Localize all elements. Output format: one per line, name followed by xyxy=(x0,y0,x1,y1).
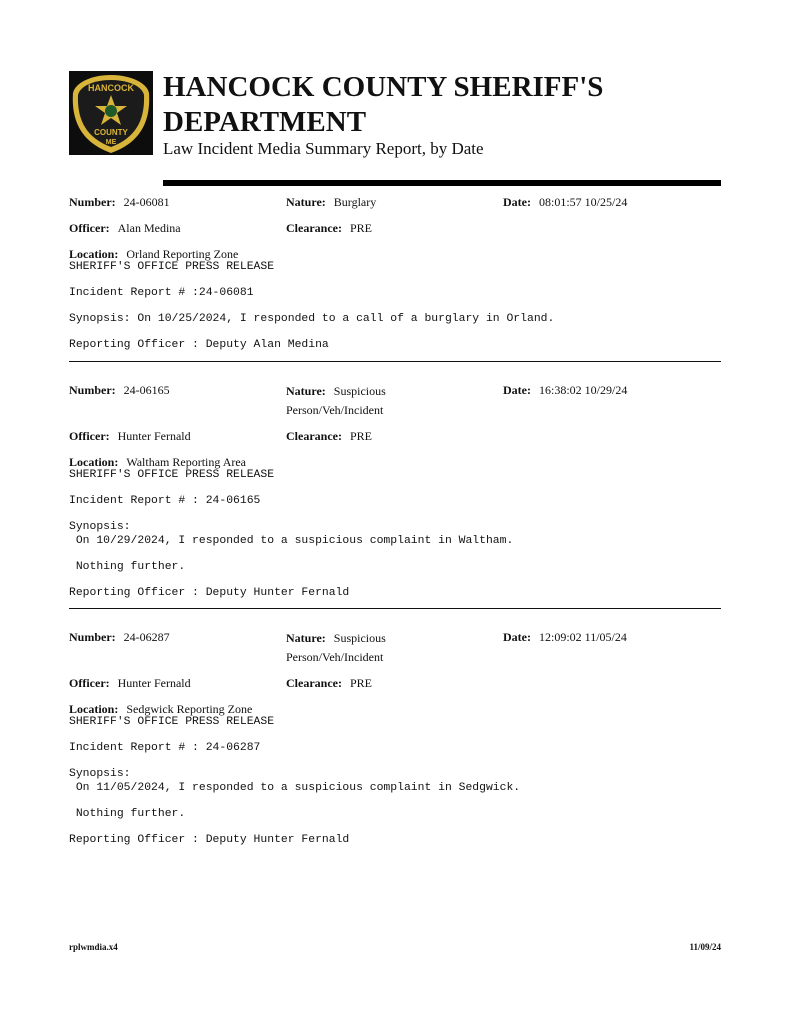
nothing-further-line: Nothing further. xyxy=(69,561,186,573)
press-release-line: SHERIFF'S OFFICE PRESS RELEASE xyxy=(69,261,275,273)
press-release-line: SHERIFF'S OFFICE PRESS RELEASE xyxy=(69,716,275,728)
officer-label: Officer: xyxy=(69,676,110,690)
location-label: Location: xyxy=(69,702,119,716)
synopsis-label: Synopsis: xyxy=(69,521,131,533)
incident-location: Orland Reporting Zone xyxy=(126,247,239,261)
incident-officer: Alan Medina xyxy=(117,221,181,235)
record-divider xyxy=(69,361,721,362)
header-divider xyxy=(163,180,721,186)
sheriff-badge-logo xyxy=(69,71,153,155)
clearance-label: Clearance: xyxy=(286,221,342,235)
reporting-officer-line: Reporting Officer : Deputy Alan Medina xyxy=(69,339,329,351)
incident-report-line: Incident Report # : 24-06165 xyxy=(69,495,261,507)
incident-record xyxy=(69,629,721,847)
incident-number: 24-06165 xyxy=(123,383,170,397)
reporting-officer-line: Reporting Officer : Deputy Hunter Fernald xyxy=(69,587,350,599)
incident-clearance: PRE xyxy=(349,676,372,690)
date-label: Date: xyxy=(503,630,531,644)
incident-number: 24-06287 xyxy=(123,630,170,644)
date-label: Date: xyxy=(503,195,531,209)
incident-nature: Suspicious Person/Veh/Incident xyxy=(286,384,386,417)
number-label: Number: xyxy=(69,383,116,397)
number-label: Number: xyxy=(69,630,116,644)
incident-officer: Hunter Fernald xyxy=(117,676,191,690)
incident-location: Sedgwick Reporting Zone xyxy=(126,702,253,716)
incident-record xyxy=(69,382,721,600)
officer-label: Officer: xyxy=(69,429,110,443)
nature-label: Nature: xyxy=(286,195,326,209)
clearance-label: Clearance: xyxy=(286,429,342,443)
officer-label: Officer: xyxy=(69,221,110,235)
location-label: Location: xyxy=(69,247,119,261)
press-release-line: SHERIFF'S OFFICE PRESS RELEASE xyxy=(69,469,275,481)
number-label: Number: xyxy=(69,195,116,209)
record-divider xyxy=(69,608,721,609)
synopsis-label: Synopsis: xyxy=(69,768,131,780)
incident-clearance: PRE xyxy=(349,221,372,235)
incident-officer: Hunter Fernald xyxy=(117,429,191,443)
date-label: Date: xyxy=(503,383,531,397)
incident-record xyxy=(69,194,721,352)
synopsis-line: Synopsis: On 10/25/2024, I responded to a call of a burglary in Orland. xyxy=(69,313,555,325)
synopsis-text: On 10/29/2024, I responded to a suspicious complaint in Waltham. xyxy=(69,535,514,547)
incident-nature: Suspicious Person/Veh/Incident xyxy=(286,631,386,664)
incident-date: 12:09:02 11/05/24 xyxy=(538,630,627,644)
location-label: Location: xyxy=(69,455,119,469)
incident-report-line: Incident Report # :24-06081 xyxy=(69,287,254,299)
incident-date: 08:01:57 10/25/24 xyxy=(538,195,628,209)
nature-label: Nature: xyxy=(286,631,326,645)
logo-top-text: HANCOCK xyxy=(88,83,134,93)
incident-clearance: PRE xyxy=(349,429,372,443)
report-subtitle: Law Incident Media Summary Report, by Date xyxy=(163,139,484,158)
incident-number: 24-06081 xyxy=(123,195,170,209)
incident-nature: Burglary xyxy=(333,195,377,209)
incident-location: Waltham Reporting Area xyxy=(126,455,247,469)
footer-print-date: 11/09/24 xyxy=(689,942,721,952)
incident-report-line: Incident Report # : 24-06287 xyxy=(69,742,261,754)
incident-date: 16:38:02 10/29/24 xyxy=(538,383,628,397)
footer-report-id: rplwmdia.x4 xyxy=(69,942,118,952)
logo-bottom-text: COUNTY xyxy=(94,128,128,137)
page-title: HANCOCK COUNTY SHERIFF'S DEPARTMENT xyxy=(163,71,604,138)
clearance-label: Clearance: xyxy=(286,676,342,690)
reporting-officer-line: Reporting Officer : Deputy Hunter Fernald xyxy=(69,834,350,846)
nothing-further-line: Nothing further. xyxy=(69,808,186,820)
synopsis-text: On 11/05/2024, I responded to a suspicious complaint in Sedgwick. xyxy=(69,782,521,794)
logo-state-text: ME xyxy=(105,139,117,146)
nature-label: Nature: xyxy=(286,384,326,398)
